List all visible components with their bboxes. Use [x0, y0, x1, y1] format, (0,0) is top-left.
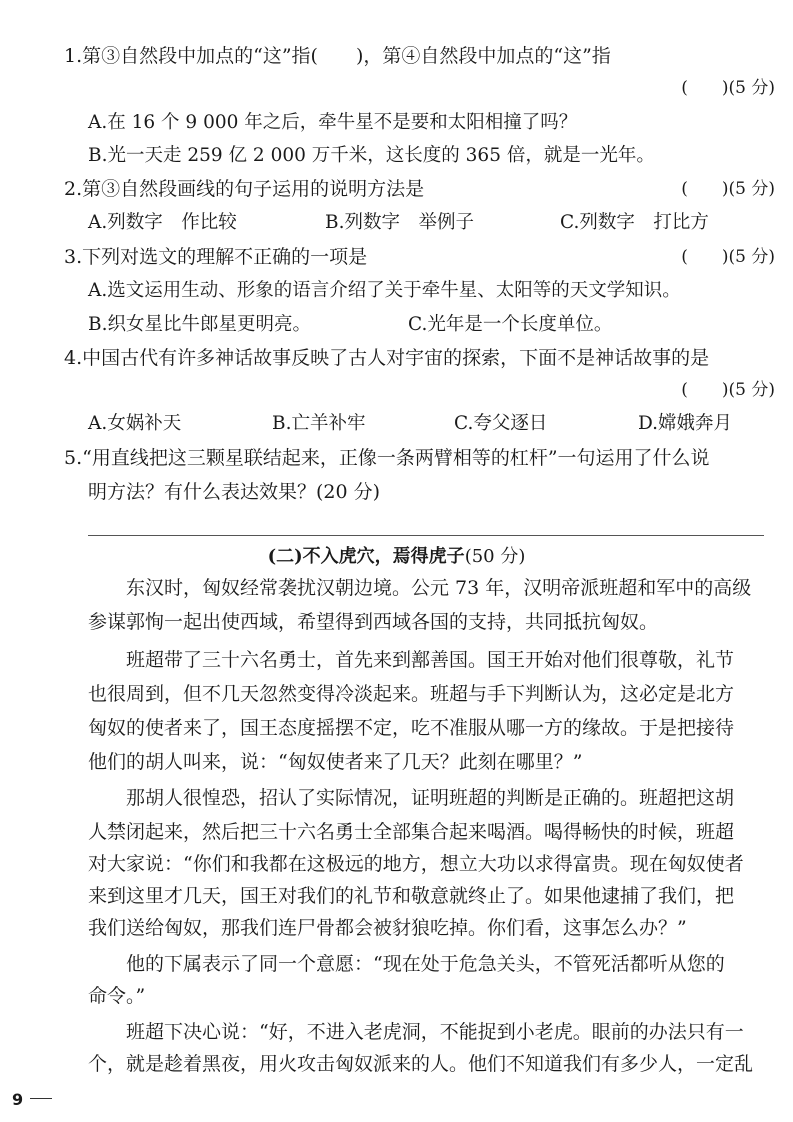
- passage-line-14: 班超下决心说：“好，不进入老虎洞，不能捉到小老虎。眼前的办法只有一: [88, 1021, 744, 1043]
- passage-line-1: 东汉时，匈奴经常袭扰汉朝边境。公元 73 年，汉明帝派班超和军中的高级: [88, 577, 752, 599]
- passage-line-8: 人禁闭起来，然后把三十六名勇士全部集合起来喝酒。喝得畅快的时候，班超: [88, 821, 735, 843]
- question-5-line-1: 5.“用直线把这三颗星联结起来，正像一条两臂相等的杠杆”一句运用了什么说: [64, 447, 710, 469]
- question-3-stem: 3.下列对选文的理解不正确的一项是: [64, 246, 368, 268]
- section-2-title: [0, 545, 793, 569]
- passage-line-12: 他的下属表示了同一个意愿：“现在处于危急关头，不管死活都听从您的: [88, 953, 725, 975]
- question-2-option-b: B.列数字 举例子: [325, 212, 474, 233]
- passage-line-13: 命令。”: [88, 985, 146, 1007]
- question-3-option-c: C.光年是一个长度单位。: [408, 314, 613, 335]
- question-3-score: ( )(5 分): [681, 247, 775, 267]
- question-2-option-a: A.列数字 作比较: [88, 212, 237, 233]
- passage-line-7: 那胡人很惶恐，招认了实际情况，证明班超的判断是正确的。班超把这胡: [88, 787, 735, 809]
- footer-dash: [30, 1098, 52, 1099]
- section-divider: [88, 535, 764, 536]
- question-1-stem: 1.第③自然段中加点的“这”指( )，第④自然段中加点的“这”指: [64, 45, 611, 67]
- question-4-score: ( )(5 分): [681, 380, 775, 400]
- question-4-option-b: B.亡羊补牢: [272, 413, 366, 434]
- question-1-option-a: A.在 16 个 9 000 年之后，牵牛星不是要和太阳相撞了吗？: [88, 112, 578, 133]
- passage-line-2: 参谋郭恂一起出使西域，希望得到西域各国的支持，共同抵抗匈奴。: [88, 611, 659, 633]
- passage-line-4: 也很周到，但不几天忽然变得冷淡起来。班超与手下判断认为，这必定是北方: [88, 683, 735, 705]
- question-3-option-a: A.选文运用生动、形象的语言介绍了关于牵牛星、太阳等的天文学知识。: [88, 280, 681, 301]
- passage-line-3: 班超带了三十六名勇士，首先来到鄯善国。国王开始对他们很尊敬，礼节: [88, 649, 735, 671]
- section-2-title-text: (二)不入虎穴，焉得虎子: [267, 546, 465, 567]
- passage-line-10: 来到这里才几天，国王对我们的礼节和敬意就终止了。如果他逮捕了我们，把: [88, 885, 735, 907]
- page-number: 9: [12, 1090, 24, 1109]
- passage-line-6: 他们的胡人叫来，说：“匈奴使者来了几天？此刻在哪里？”: [88, 751, 583, 773]
- question-4-option-a: A.女娲补天: [88, 413, 182, 434]
- passage-line-9: 对大家说：“你们和我都在这极远的地方，想立大功以求得富贵。现在匈奴使者: [88, 853, 744, 875]
- question-4-option-d: D.嫦娥奔月: [638, 413, 733, 434]
- question-3-option-b: B.织女星比牛郎星更明亮。: [88, 314, 311, 335]
- question-5-line-2: 明方法？有什么表达效果？(20 分): [88, 481, 381, 503]
- question-2-stem: 2.第③自然段画线的句子运用的说明方法是: [64, 178, 425, 200]
- question-4-option-c: C.夸父逐日: [454, 413, 548, 434]
- question-1-option-b: B.光一天走 259 亿 2 000 万千米，这长度的 365 倍，就是一光年。: [88, 145, 655, 166]
- question-2-score: ( )(5 分): [681, 179, 775, 199]
- question-4-stem: 4.中国古代有许多神话故事反映了古人对宇宙的探索，下面不是神话故事的是: [64, 347, 710, 369]
- passage-line-11: 我们送给匈奴，那我们连尸骨都会被豺狼吃掉。你们看，这事怎么办？”: [88, 917, 687, 939]
- question-2-option-c: C.列数字 打比方: [560, 212, 709, 233]
- section-2-points: (50 分): [464, 546, 526, 567]
- question-1-score: ( )(5 分): [681, 78, 775, 98]
- passage-line-15: 个，就是趁着黑夜，用火攻击匈奴派来的人。他们不知道我们有多少人，一定乱: [88, 1053, 754, 1075]
- passage-line-5: 匈奴的使者来了，国王态度摇摆不定，吃不准服从哪一方的缘故。于是把接待: [88, 717, 735, 739]
